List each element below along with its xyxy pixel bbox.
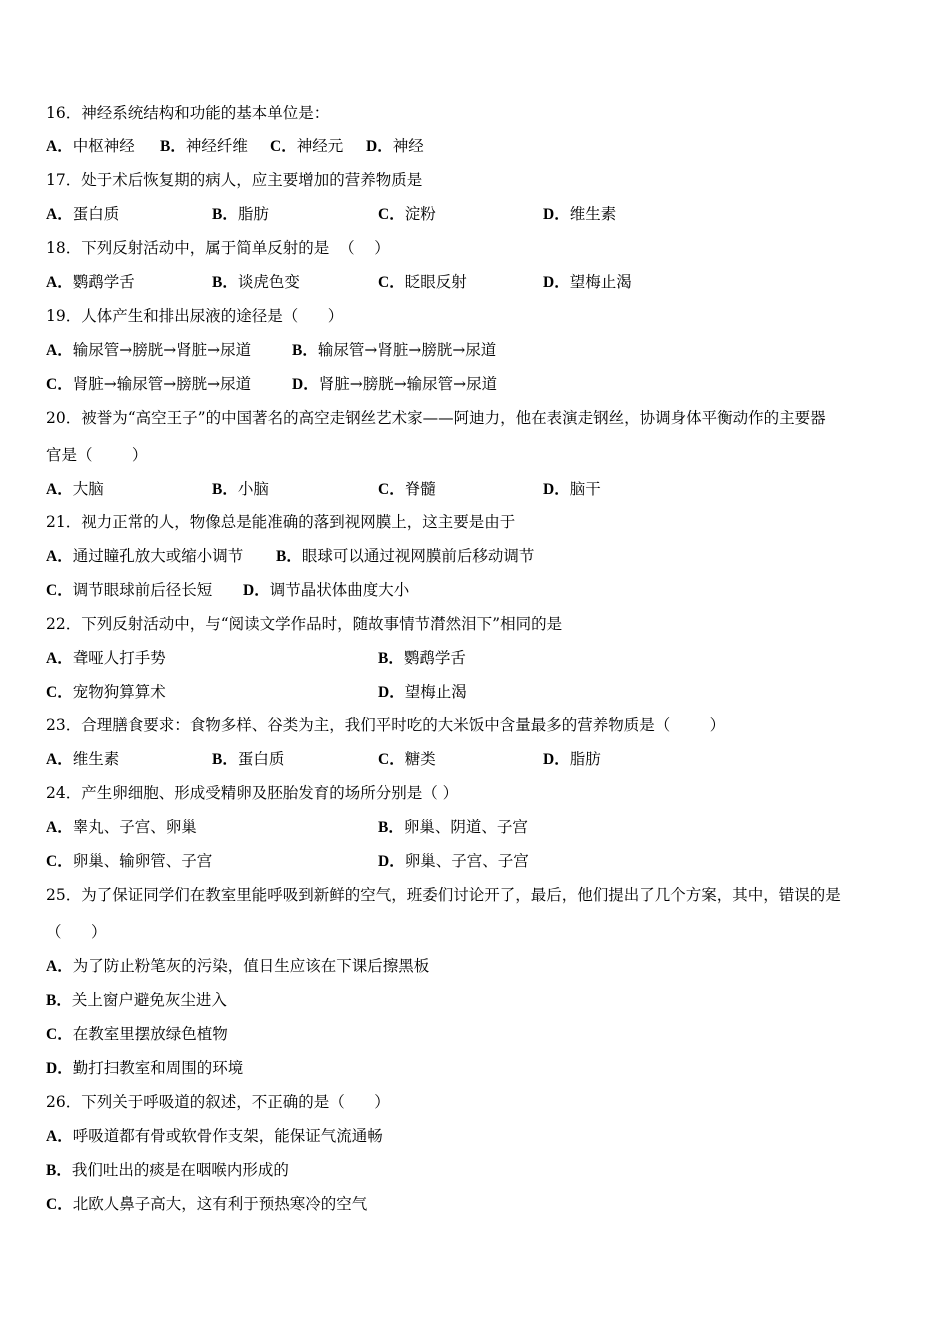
option-letter: B． [378, 819, 404, 836]
option-letter: A． [46, 958, 73, 975]
option [276, 546, 534, 567]
option [378, 272, 467, 293]
option [46, 1024, 228, 1045]
option [46, 546, 243, 567]
option-text: 卵巢、阴道、子宫 [403, 818, 528, 836]
option-letter: C． [378, 274, 405, 291]
option-text: 为了防止粉笔灰的污染，值日生应该在下课后擦黑板 [72, 957, 430, 975]
option [46, 956, 429, 977]
option-text: 中枢神经 [72, 137, 135, 155]
option [378, 479, 436, 500]
option-letter: B． [292, 342, 318, 359]
question-stem: 18．下列反射活动中，属于简单反射的是 （ ） [46, 239, 390, 257]
option [46, 817, 197, 838]
option-letter: D． [366, 138, 393, 155]
option [378, 749, 436, 770]
option-text: 调节晶状体曲度大小 [269, 581, 410, 599]
option [378, 851, 529, 872]
option-letter: A． [46, 274, 73, 291]
question-stem: 17．处于术后恢复期的病人，应主要增加的营养物质是 [46, 171, 423, 189]
option [46, 580, 212, 601]
option-letter: D． [543, 481, 570, 498]
option-text: 关上窗户避免灰尘进入 [71, 991, 227, 1009]
question-stem: 25．为了保证同学们在教室里能呼吸到新鲜的空气，班委们讨论开了，最后，他们提出了几个方案，其中，错误的是 [46, 886, 841, 904]
option-letter: C． [378, 481, 405, 498]
option [46, 1058, 243, 1079]
option-text: 在教室里摆放绿色植物 [72, 1025, 228, 1043]
option-text: 鹦鹉学舌 [72, 273, 135, 291]
option-letter: C． [46, 1196, 73, 1213]
option-letter: B． [212, 206, 238, 223]
option [160, 136, 248, 157]
option [46, 990, 227, 1011]
option [46, 374, 251, 395]
option-letter: A． [46, 1128, 73, 1145]
question-stem: 19．人体产生和排出尿液的途径是（ ） [46, 307, 344, 325]
option [243, 580, 409, 601]
option [543, 749, 601, 770]
option-letter: C． [46, 582, 73, 599]
option-text: 我们吐出的痰是在咽喉内形成的 [71, 1161, 289, 1179]
option-letter: C． [46, 1026, 73, 1043]
option [543, 204, 616, 225]
option-letter: D． [378, 853, 405, 870]
option [366, 136, 424, 157]
option-text: 脑干 [569, 480, 601, 498]
option-text: 肾脏→输尿管→膀胱→尿道 [72, 375, 252, 393]
option [46, 682, 166, 703]
option-text: 卵巢、输卵管、子宫 [72, 852, 213, 870]
question-stem: 20．被誉为“高空王子”的中国著名的高空走钢丝艺术家——阿迪力，他在表演走钢丝，协调身体平衡动作的主要器 [46, 409, 826, 427]
option-text: 维生素 [569, 205, 617, 223]
option-text: 输尿管→肾脏→膀胱→尿道 [317, 341, 497, 359]
question-stem: 22．下列反射活动中，与“阅读文学作品时，随故事情节潸然泪下”相同的是 [46, 615, 563, 633]
option-letter: B． [378, 650, 404, 667]
option-letter: A． [46, 206, 73, 223]
option-text: 糖类 [404, 750, 436, 768]
option-text: 北欧人鼻子高大，这有利于预热寒冷的空气 [72, 1195, 368, 1213]
option-letter: D． [543, 751, 570, 768]
option-letter: A． [46, 342, 73, 359]
option-letter: A． [46, 548, 73, 565]
option-letter: C． [46, 376, 73, 393]
option-text: 蛋白质 [72, 205, 120, 223]
question-stem-continued: 官是（ ） [46, 446, 148, 464]
option-letter: B． [212, 481, 238, 498]
option-letter: B． [212, 274, 238, 291]
option [378, 204, 436, 225]
question-stem: 16．神经系统结构和功能的基本单位是： [46, 104, 330, 122]
option-text: 神经元 [296, 137, 344, 155]
option-letter: B． [276, 548, 302, 565]
option-letter: D． [243, 582, 270, 599]
option-letter: B． [160, 138, 186, 155]
option-text: 神经 [392, 137, 424, 155]
option-letter: D． [292, 376, 319, 393]
option-text: 蛋白质 [237, 750, 285, 768]
option-text: 脊髓 [404, 480, 436, 498]
option-text: 卵巢、子宫、子宫 [404, 852, 529, 870]
option-letter: C． [46, 684, 73, 701]
option-letter: A． [46, 650, 73, 667]
option-letter: A． [46, 819, 73, 836]
option-text: 脂肪 [569, 750, 601, 768]
option-letter: B． [212, 751, 238, 768]
option [378, 682, 467, 703]
option [46, 479, 104, 500]
option-text: 淀粉 [404, 205, 436, 223]
option-text: 谈虎色变 [237, 273, 300, 291]
option-text: 小脑 [237, 480, 269, 498]
option [292, 374, 497, 395]
option [292, 340, 496, 361]
option [46, 204, 119, 225]
option [46, 1126, 383, 1147]
option [543, 479, 601, 500]
option-letter: C． [46, 853, 73, 870]
option-letter: D． [46, 1060, 73, 1077]
option [46, 851, 212, 872]
option [46, 136, 135, 157]
option [212, 204, 269, 225]
option-text: 眼球可以通过视网膜前后移动调节 [301, 547, 535, 565]
option-letter: A． [46, 481, 73, 498]
option-letter: B． [46, 992, 72, 1009]
option [378, 817, 528, 838]
option-text: 聋哑人打手势 [72, 649, 166, 667]
option-letter: B． [46, 1162, 72, 1179]
option [46, 1160, 289, 1181]
option-text: 肾脏→膀胱→输尿管→尿道 [318, 375, 498, 393]
option-letter: C． [378, 206, 405, 223]
question-stem: 26．下列关于呼吸道的叙述，不正确的是（ ） [46, 1093, 390, 1111]
option-text: 输尿管→膀胱→肾脏→尿道 [72, 341, 252, 359]
option-text: 鹦鹉学舌 [403, 649, 466, 667]
option-letter: D． [543, 206, 570, 223]
option [46, 1194, 367, 1215]
option-text: 调节眼球前后径长短 [72, 581, 213, 599]
option [212, 749, 284, 770]
option-text: 勤打扫教室和周围的环境 [72, 1059, 244, 1077]
option-text: 睾丸、子宫、卵巢 [72, 818, 197, 836]
option [543, 272, 632, 293]
option-text: 大脑 [72, 480, 104, 498]
option-letter: C． [270, 138, 297, 155]
option-text: 望梅止渴 [404, 683, 467, 701]
question-stem: 24．产生卵细胞、形成受精卵及胚胎发育的场所分别是（ ） [46, 784, 459, 802]
option-text: 望梅止渴 [569, 273, 632, 291]
option-text: 神经纤维 [185, 137, 248, 155]
question-stem: 23．合理膳食要求：食物多样、谷类为主，我们平时吃的大米饭中含量最多的营养物质是（ ） [46, 716, 726, 734]
question-stem-continued: （ ） [46, 923, 107, 941]
option-letter: A． [46, 751, 73, 768]
question-stem: 21．视力正常的人，物像总是能准确的落到视网膜上，这主要是由于 [46, 513, 516, 531]
option [212, 479, 269, 500]
option [46, 749, 119, 770]
option-letter: D． [543, 274, 570, 291]
option [46, 340, 251, 361]
option-letter: C． [378, 751, 405, 768]
option-text: 脂肪 [237, 205, 269, 223]
option-letter: D． [378, 684, 405, 701]
option [270, 136, 343, 157]
option [378, 648, 466, 669]
option-text: 眨眼反射 [404, 273, 467, 291]
option [46, 648, 166, 669]
option-text: 宠物狗算算术 [72, 683, 166, 701]
option-text: 呼吸道都有骨或软骨作支架，能保证气流通畅 [72, 1127, 383, 1145]
option [46, 272, 135, 293]
option [212, 272, 300, 293]
option-text: 维生素 [72, 750, 120, 768]
option-text: 通过瞳孔放大或缩小调节 [72, 547, 244, 565]
option-letter: A． [46, 138, 73, 155]
